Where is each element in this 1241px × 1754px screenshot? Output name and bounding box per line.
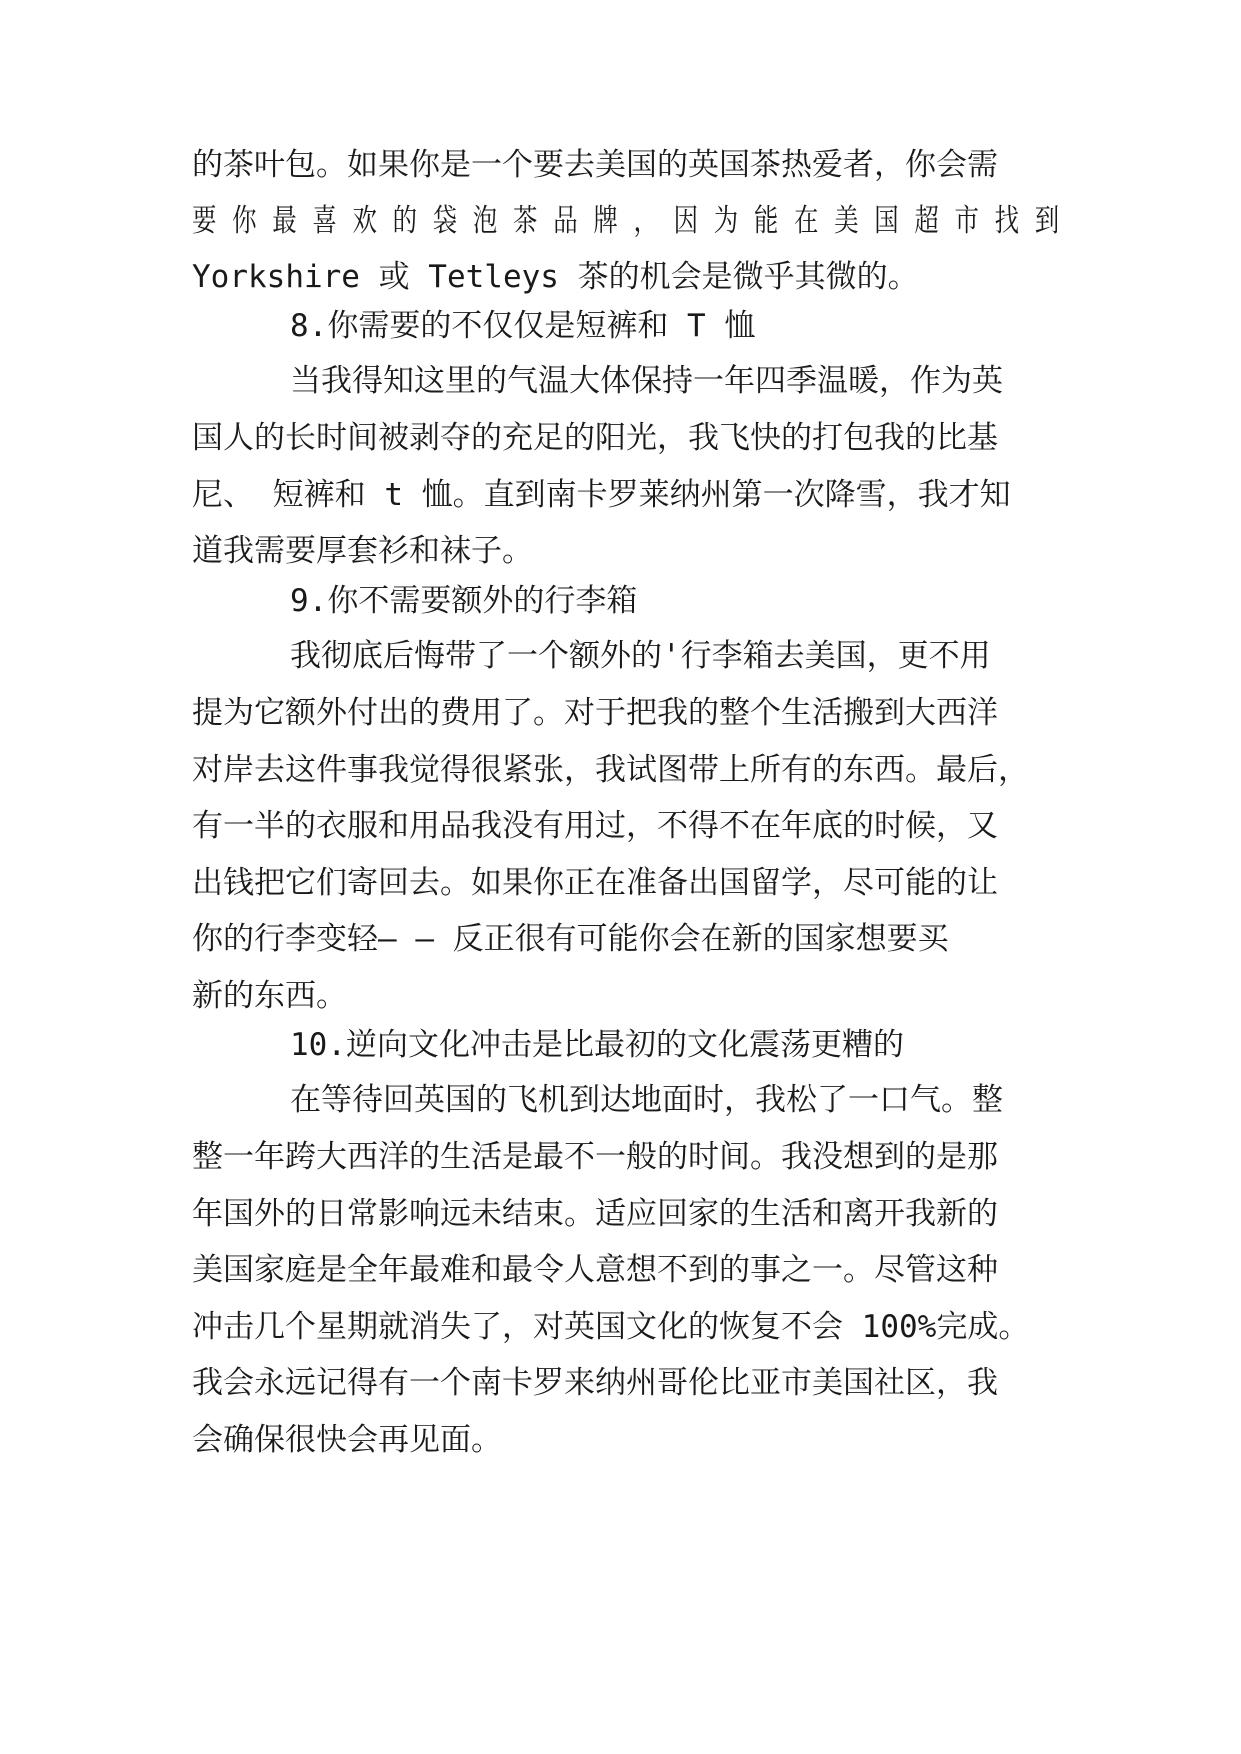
- paragraph-line: 的茶叶包。如果你是一个要去美国的英国茶热爱者，你会需: [192, 147, 998, 183]
- paragraph-line: 当我得知这里的气温大体保持一年四季温暖，作为英: [290, 363, 1003, 399]
- paragraph-line: 我彻底后悔带了一个额外的'行李箱去美国，更不用: [290, 638, 991, 674]
- paragraph-line: 对岸去这件事我觉得很紧张，我试图带上所有的东西。最后，: [192, 752, 1029, 788]
- paragraph-line: 在等待回英国的飞机到达地面时，我松了一口气。整: [290, 1082, 1003, 1118]
- paragraph-line: 道我需要厚套衫和袜子。: [192, 533, 533, 569]
- paragraph-line: 出钱把它们寄回去。如果你正在准备出国留学，尽可能的让: [192, 865, 998, 901]
- paragraph-line: 美国家庭是全年最难和最令人意想不到的事之一。尽管这种: [192, 1252, 998, 1288]
- paragraph-line: 有一半的衣服和用品我没有用过，不得不在年底的时候，又: [192, 808, 998, 844]
- paragraph-line: 会确保很快会再见面。: [192, 1422, 502, 1458]
- paragraph-line: 要 你 最 喜 欢 的 袋 泡 茶 品 牌 ， 因 为 能 在 美 国 超 市 找 到: [192, 203, 1060, 239]
- paragraph-line: 年国外的日常影响远未结束。适应回家的生活和离开我新的: [192, 1196, 998, 1232]
- paragraph-line: 我会永远记得有一个南卡罗来纳州哥伦比亚市美国社区，我: [192, 1365, 998, 1401]
- paragraph-line: 新的东西。: [192, 978, 347, 1014]
- paragraph-line: 国人的长时间被剥夺的充足的阳光，我飞快的打包我的比基: [192, 420, 998, 456]
- paragraph-line: 提为它额外付出的费用了。对于把我的整个生活搬到大西洋: [192, 695, 998, 731]
- paragraph-line: 尼、 短裤和 t 恤。直到南卡罗莱纳州第一次降雪，我才知: [192, 477, 1011, 513]
- section-heading-10: 10.逆向文化冲击是比最初的文化震荡更糟的: [290, 1027, 904, 1063]
- paragraph-line: 整一年跨大西洋的生活是最不一般的时间。我没想到的是那: [192, 1139, 998, 1175]
- section-heading-8: 8.你需要的不仅仅是短裤和 T 恤: [290, 308, 756, 344]
- paragraph-line: 冲击几个星期就消失了，对英国文化的恢复不会 100%完成。: [192, 1309, 1030, 1345]
- section-heading-9: 9.你不需要额外的行李箱: [290, 583, 638, 619]
- paragraph-line: Yorkshire 或 Tetleys 茶的机会是微乎其微的。: [192, 259, 919, 295]
- paragraph-line: 你的行李变轻— — 反正很有可能你会在新的国家想要买: [192, 921, 949, 957]
